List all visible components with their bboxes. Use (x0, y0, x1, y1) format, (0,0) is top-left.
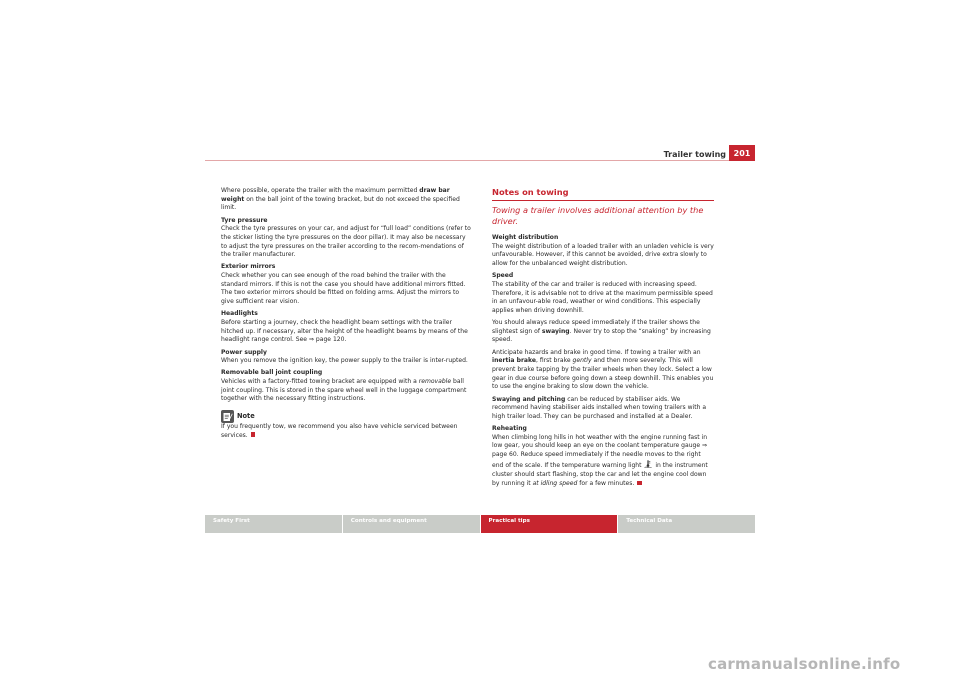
section-end-marker (251, 432, 256, 437)
exterior-mirrors-text: Check whether you can see enough of the road behind the trailer with the standard mirrors. If this is not the case you should have additional mirrors fitted. The two exterior mirrors should be fitted on folding arms. Adjust the mirrors to give sufficient rear vision. (221, 272, 466, 306)
note-text: If you frequently tow, we recommend you also have vehicle serviced between services. (221, 423, 458, 439)
speed-heading: Speed (492, 272, 514, 280)
coolant-temperature-icon (644, 460, 652, 472)
footer-tab-controls-and-equipment[interactable]: Controls and equipment (343, 515, 480, 533)
tyre-pressure-text: Check the tyre pressures on your car, and adjust for “full load” conditions (refer to the sticker listing the tyre pressures on the door pillar). It may also be necessary to adjust the tyre pressures on the trailer according to the recom-mendations of the trailer manufacturer. (221, 225, 471, 259)
power-supply-text: When you remove the ignition key, the power supply to the trailer is inter-rupted. (221, 357, 468, 365)
weight-distribution-heading: Weight distribution (492, 234, 559, 241)
swaying-pitching-paragraph: Swaying and pitching can be reduced by stabiliser aids. We recommend having stabiliser aids installed when towing trailers with a high trailer load. They can be purchased and installed at a Dealer. (492, 395, 707, 420)
inertia-brake-paragraph: Anticipate hazards and brake in good time. If towing a trailer with an inertia brake, first brake gently and then more severely. This will prevent brake tapping by the trailer wheels when they lock. Select a low gear in due course before going down a steep downhill. This enables you to use the engine braking to slow down the vehicle. (492, 348, 714, 391)
running-title: Trailer towing (663, 150, 726, 159)
weight-distribution-text: The weight distribution of a loaded trailer with an unladen vehicle is very unfavourable. However, if this cannot be avoided, drive extra slowly to allow for the unbalanced weight distribution. (492, 242, 714, 267)
note-icon (221, 410, 234, 423)
tyre-pressure-heading: Tyre pressure (221, 216, 268, 224)
draw-bar-weight-term: draw bar weight (221, 187, 450, 203)
ball-joint-heading: Removable ball joint coupling (221, 369, 323, 377)
note-header (221, 409, 473, 423)
section-end-marker (637, 481, 642, 486)
reheating-text: When climbing long hills in hot weather with the engine running fast in low gear, you should keep an eye on the coolant temperature gauge ⇒ page 60. Reduce speed immediately if the needle moves to the right end of the scale. If the temperature warning light in the instrument cluster should start flashing, stop the car and let the engine cool down by running it at idling speed for a few minutes. (492, 433, 708, 488)
section-title: Notes on towing (492, 187, 569, 197)
footer-tab-technical-data[interactable]: Technical Data (618, 515, 755, 533)
right-column (492, 187, 714, 492)
intro-paragraph: Where possible, operate the trailer with the maximum permitted draw bar weight on the ball joint of the towing bracket, but do not exceed the specified limit. (221, 187, 460, 212)
headlights-text: Before starting a journey, check the headlight beam settings with the trailer hitched up. If necessary, alter the height of the headlight beams by means of the headlight range control. See ⇒ page 120. (221, 318, 468, 344)
footer-nav (205, 515, 755, 533)
reheating-heading: Reheating (492, 425, 527, 433)
section-rule (492, 200, 714, 201)
page-number: 201 (729, 145, 755, 161)
footer-tab-practical-tips[interactable]: Practical tips (481, 515, 618, 533)
power-supply-heading: Power supply (221, 348, 267, 356)
footer-tab-safety-first[interactable]: Safety First (205, 515, 342, 533)
header-rule (205, 160, 755, 161)
section-subtitle: Towing a trailer involves additional attention by the driver. (492, 205, 704, 226)
left-column (221, 187, 473, 444)
ball-joint-text: Vehicles with a factory-fitted towing bracket are equipped with a removable ball joint coupling. This is stored in the spare wheel well in the luggage compartment together with the necessary fitting instructions. (221, 378, 467, 403)
headlights-heading: Headlights (221, 310, 258, 318)
speed-text: The stability of the car and trailer is reduced with increasing speed. Therefore, it is advisable not to drive at the maximum permissible speed in an unfavour-able road, weather or wind conditions. This especially applies when driving downhill. (492, 280, 713, 314)
swaying-paragraph: You should always reduce speed immediately if the trailer shows the slightest sign of swaying. Never try to stop the “snaking” by increasing speed. (492, 319, 711, 344)
watermark: carmanualsonline.info (708, 655, 901, 673)
note-label: Note (237, 411, 255, 420)
exterior-mirrors-heading: Exterior mirrors (221, 263, 276, 271)
